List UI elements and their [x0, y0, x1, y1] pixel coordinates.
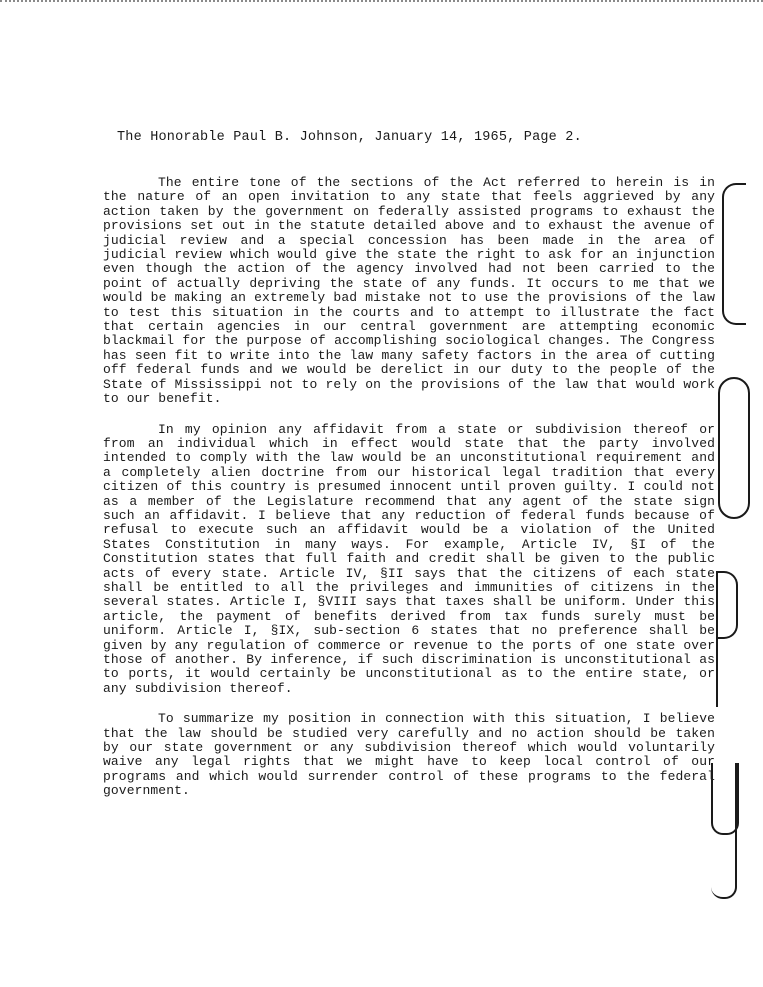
- copy-stamp-letter-p: [716, 571, 742, 707]
- copy-stamp-letter-o: [718, 377, 750, 519]
- paragraph-summary: To summarize my position in connection with this situation, I believe that the law should be studied very carefully and no action should be taken by our state government or any subdivision thereof which would voluntarily waive any legal rights that we might have to keep local control of our programs and which would surrender control of these programs to the federal government.: [103, 711, 715, 799]
- letter-body: [103, 176, 715, 799]
- paragraph-affidavit-opinion: In my opinion any affidavit from a state or subdivision thereof or from an individual which in effect would state that the party involved intended to comply with the law would be an unconstitutional requirement and a completely alien doctrine from our historical legal tradition that every citizen of this country is presumed innocent until proven guilty. I could not as a member of the Legislature recommend that any agent of the state sign such an affidavit. I believe that any reduction of federal funds because of refusal to execute such an affidavit would be a violation of the United States Constitution in many ways. For example, Article IV, §I of the Constitution states that full faith and credit shall be given to the public acts of every state. Article IV, §II says that the citizens of each state shall be entitled to all the privileges and immunities of citizens in the several states. Article I, §VIII says that taxes shall be uniform. Under this article, the payment of benefits derived from tax funds surely must be uniform. Article I, §IX, sub-section 6 states that no preference shall be given by any regulation of commerce or revenue to the ports of one state over those of another. By inference, if such discrimination is unconstitutional as to ports, it would certainly be unconstitutional as to the entire state, or any subdivision thereof.: [103, 421, 715, 696]
- copy-stamp-letter-c: [722, 183, 746, 325]
- copy-stamp-letter-y: [711, 763, 739, 899]
- paragraph-act-sections: The entire tone of the sections of the Act referred to herein is in the nature of an open invitation to any state that feels aggrieved by any action taken by the government on federally assisted programs to exhaust the provisions set out in the statute detailed above and to exhaust the avenue of judicial review and a special concession has been made in the area of judicial review which would give the state the right to ask for an injunction even though the action of the agency involved had not been carried to the point of actually depriving the state of any funds. It occurs to me that we would be making an extremely bad mistake not to use the provisions of the law to test this situation in the courts and to attempt to illustrate the fact that certain agencies in our central government are attempting economic blackmail for the purpose of accomplishing sociological changes. The Congress has seen fit to write into the law many safety factors in the area of cutting off federal funds and we would be derelict in our duty to the people of the State of Mississippi not to rely on the provisions of the law that would work to our benefit.: [103, 175, 715, 407]
- page-header: The Honorable Paul B. Johnson, January 14, 1965, Page 2.: [117, 130, 582, 145]
- page-top-edge: [0, 0, 763, 2]
